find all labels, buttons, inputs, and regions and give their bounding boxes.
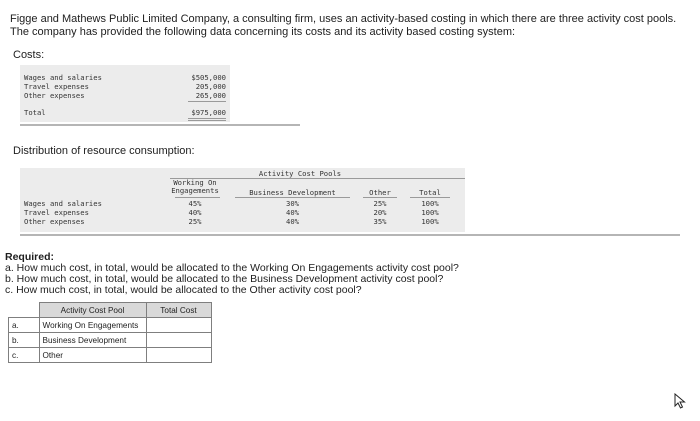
total-rule-1 xyxy=(188,118,226,119)
answer-header-row xyxy=(9,303,212,318)
pool-name-business: Business Development xyxy=(39,333,146,348)
distribution-panel xyxy=(20,168,465,232)
costs-heading: Costs: xyxy=(13,49,45,61)
subtotal-rule xyxy=(188,101,226,102)
cost-total-value: $975,000 xyxy=(191,108,226,117)
col-rule-business xyxy=(235,197,350,198)
dist-travel-total: 100% xyxy=(421,208,439,217)
col-header-other: Other xyxy=(369,188,391,197)
pool-name-working: Working On Engagements xyxy=(39,318,146,333)
dist-label-wages: Wages and salaries xyxy=(24,199,102,208)
col-header-working: Working On Engagements xyxy=(171,178,219,195)
col-header-total: Total xyxy=(419,188,441,197)
dist-otherexp-working: 25% xyxy=(188,217,202,226)
header-activity-pool: Activity Cost Pool xyxy=(39,303,146,318)
total-rule-2 xyxy=(188,120,226,121)
costs-panel xyxy=(20,65,230,122)
col-rule-other xyxy=(363,197,397,198)
cost-value-wages: $505,000 xyxy=(191,73,226,82)
total-cost-input-b[interactable] xyxy=(146,333,211,348)
dist-travel-working: 40% xyxy=(188,208,202,217)
col-rule-total xyxy=(410,197,450,198)
dist-wages-total: 100% xyxy=(421,199,439,208)
answer-table xyxy=(8,302,212,363)
dist-otherexp-business: 40% xyxy=(286,217,299,226)
cost-value-travel: 205,000 xyxy=(195,82,226,91)
col-header-business: Business Development xyxy=(249,188,336,197)
required-item-a: a. How much cost, in total, would be allocated to the Working On Engagements activity cost pool? xyxy=(5,262,459,274)
dist-wages-other: 25% xyxy=(373,199,387,208)
dist-otherexp-other: 35% xyxy=(373,217,387,226)
dist-travel-other: 20% xyxy=(373,208,387,217)
row-letter-a: a. xyxy=(9,318,40,333)
dist-travel-business: 40% xyxy=(286,208,299,217)
row-letter-b: b. xyxy=(9,333,40,348)
dist-wages-working: 45% xyxy=(188,199,202,208)
required-item-b: b. How much cost, in total, would be allocated to the Business Development activity cost pool? xyxy=(5,273,444,285)
answer-row-b xyxy=(9,333,212,348)
mouse-cursor-icon xyxy=(674,393,686,409)
col-rule-working xyxy=(175,197,220,198)
cost-total-label: Total xyxy=(24,108,46,117)
header-total-cost: Total Cost xyxy=(146,303,211,318)
dist-label-other: Other expenses xyxy=(24,217,85,226)
row-letter-c: c. xyxy=(9,348,40,363)
cost-label-travel: Travel expenses xyxy=(24,82,89,91)
answer-row-a xyxy=(9,318,212,333)
distribution-divider xyxy=(20,234,680,236)
total-cost-input-a[interactable] xyxy=(146,318,211,333)
problem-intro: Figge and Mathews Public Limited Company, a consulting firm, uses an activity-based costing in which there are three activity cost pools. The company has provided the following data concerning its costs and its activity based costing system: xyxy=(10,13,677,38)
pool-name-other: Other xyxy=(39,348,146,363)
answer-row-c xyxy=(9,348,212,363)
dist-wages-business: 30% xyxy=(286,199,299,208)
activity-pools-header: Activity Cost Pools xyxy=(258,169,342,178)
total-cost-input-c[interactable] xyxy=(146,348,211,363)
distribution-heading: Distribution of resource consumption: xyxy=(13,145,195,157)
required-heading: Required: xyxy=(5,251,55,263)
dist-label-travel: Travel expenses xyxy=(24,208,89,217)
dist-otherexp-total: 100% xyxy=(421,217,439,226)
cost-value-other: 265,000 xyxy=(195,91,226,100)
cost-label-other: Other expenses xyxy=(24,91,85,100)
cost-label-wages: Wages and salaries xyxy=(24,73,102,82)
costs-divider xyxy=(20,124,300,126)
required-item-c: c. How much cost, in total, would be allocated to the Other activity cost pool? xyxy=(5,284,362,296)
